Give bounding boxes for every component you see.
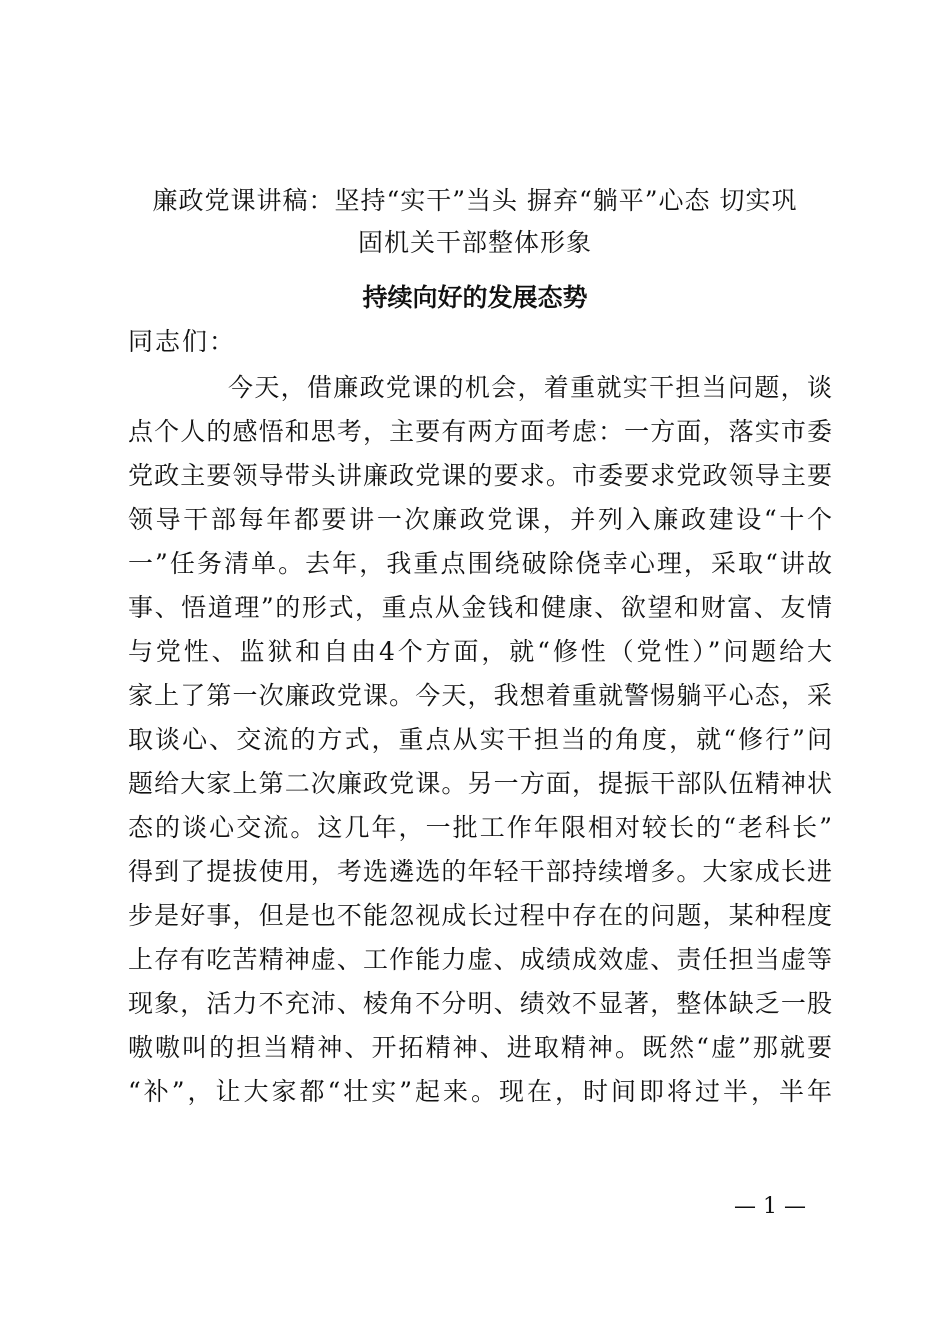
body-line: 与党性、监狱和自由4个方面，就“修性（党性）”问题给大 [128,637,832,666]
body-line: 得到了提拔使用，考选遴选的年轻干部持续增多。大家成长进 [128,857,832,886]
title-line-1: 廉政党课讲稿：坚持“实干”当头 摒弃“躺平”心态 切实巩 [152,186,798,215]
title-line-2: 固机关干部整体形象 [357,228,592,257]
page-number: — 1 — [734,1194,806,1219]
document-subtitle: 持续向好的发展态势 [362,283,588,312]
body-line: “补”，让大家都“壮实”起来。现在，时间即将过半，半年 [128,1077,832,1106]
body-line: 现象，活力不充沛、棱角不分明、绩效不显著，整体缺乏一股 [128,989,832,1018]
document-title [120,180,830,264]
body-line: 步是好事，但是也不能忽视成长过程中存在的问题，某种程度 [128,901,832,930]
body-line: 领导干部每年都要讲一次廉政党课，并列入廉政建设“十个 [128,505,832,534]
salutation: 同志们： [128,327,237,356]
body-line: 上存有吃苦精神虚、工作能力虚、成绩成效虚、责任担当虚等 [128,945,832,974]
body-line: 党政主要领导带头讲廉政党课的要求。市委要求党政领导主要 [128,461,832,490]
body-paragraph [128,366,832,1114]
body-line: 事、悟道理”的形式，重点从金钱和健康、欲望和财富、友情 [128,593,832,622]
body-line: 家上了第一次廉政党课。今天，我想着重就警惕躺平心态，采 [128,681,832,710]
body-line: 态的谈心交流。这几年，一批工作年限相对较长的“老科长” [128,813,832,842]
body-line: 点个人的感悟和思考，主要有两方面考虑：一方面，落实市委 [128,417,832,446]
body-line: 今天，借廉政党课的机会，着重就实干担当问题，谈 [228,373,832,402]
body-line: 取谈心、交流的方式，重点从实干担当的角度，就“修行”问 [128,725,832,754]
body-line: 题给大家上第二次廉政党课。另一方面，提振干部队伍精神状 [128,769,832,798]
body-line: 嗷嗷叫的担当精神、开拓精神、进取精神。既然“虚”那就要 [128,1033,832,1062]
body-line: 一”任务清单。去年，我重点围绕破除侥幸心理，采取“讲故 [128,549,832,578]
